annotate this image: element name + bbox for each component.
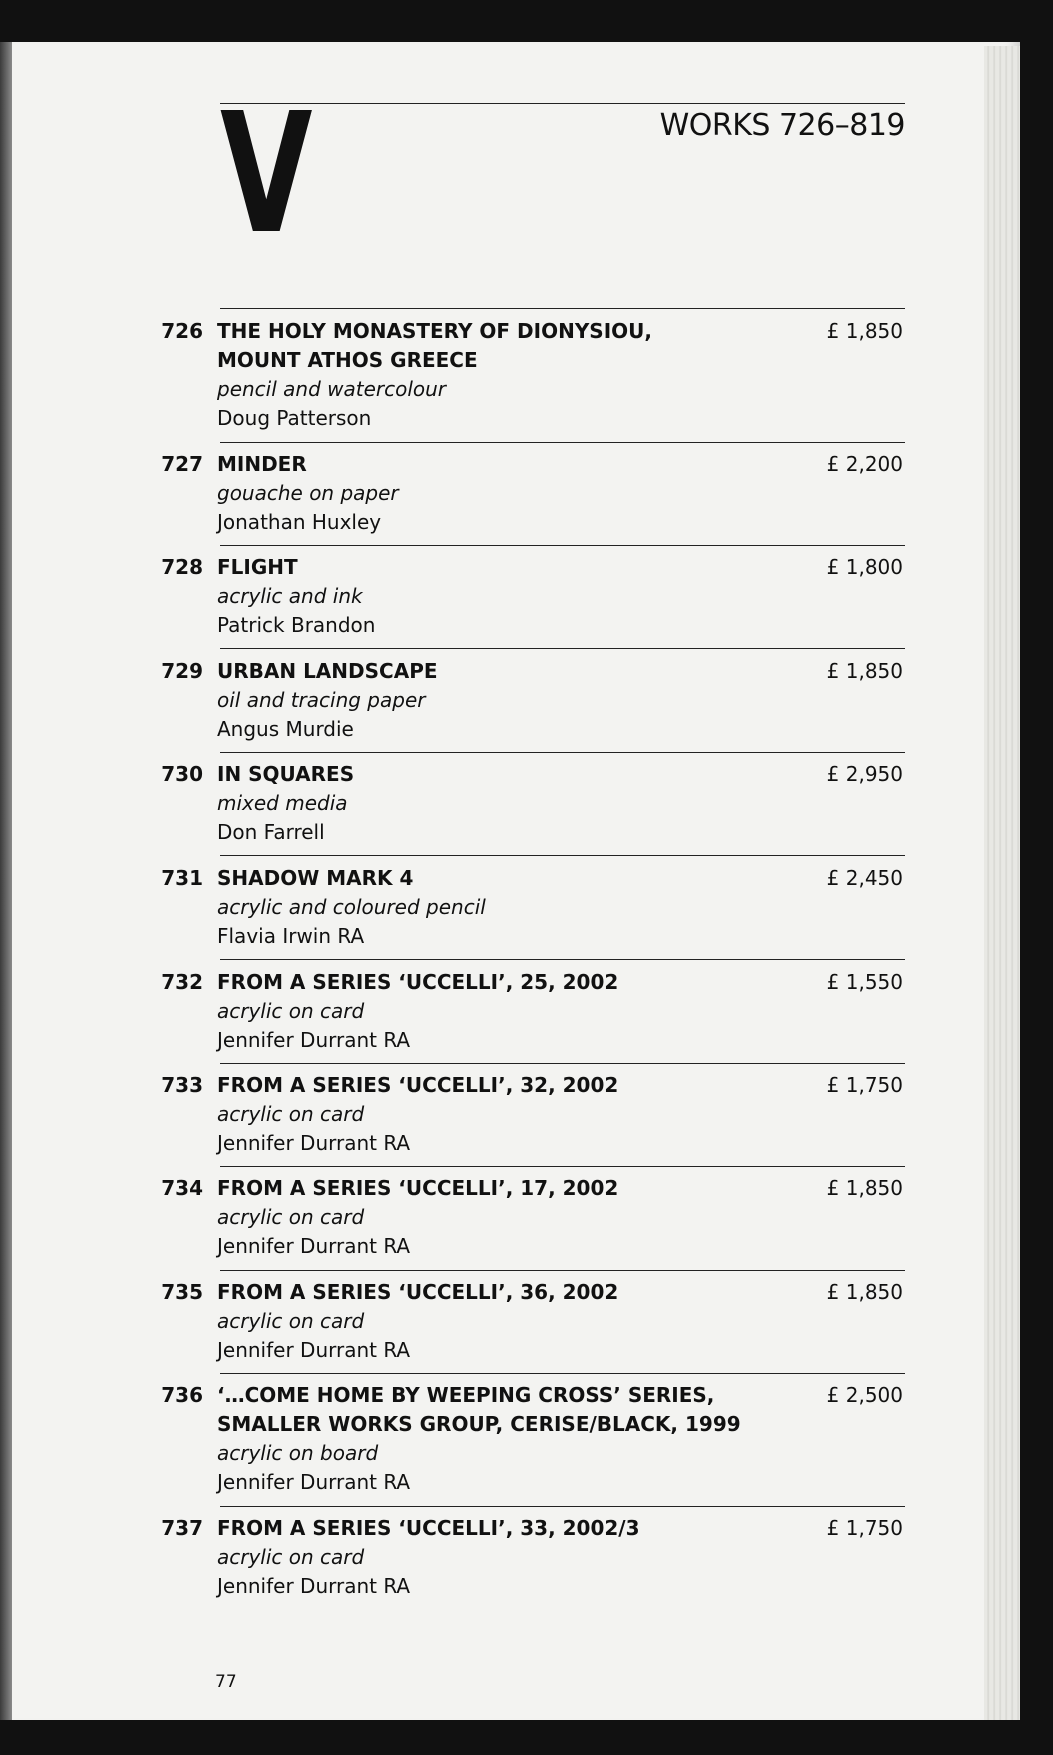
entry-artist: Don Farrell — [217, 820, 325, 844]
entry-title: FROM A SERIES ‘UCCELLI’, 33, 2002/3 — [217, 1516, 640, 1540]
entry-number: 729 — [161, 659, 203, 683]
entry-medium: acrylic and ink — [217, 584, 363, 608]
entry-price: £ 1,850 — [826, 319, 903, 343]
entry-body — [217, 760, 797, 847]
entry-medium: acrylic on card — [217, 1102, 365, 1126]
entry-artist: Patrick Brandon — [217, 613, 376, 637]
entry-artist: Jennifer Durrant RA — [217, 1338, 411, 1362]
entry-artist: Doug Patterson — [217, 406, 372, 430]
entry-title: FROM A SERIES ‘UCCELLI’, 32, 2002 — [217, 1073, 619, 1097]
entry-number: 730 — [161, 762, 203, 786]
entry-price: £ 2,950 — [826, 762, 903, 786]
entry-price: £ 1,850 — [826, 659, 903, 683]
entry-divider — [220, 1506, 905, 1507]
entries-top-rule — [220, 308, 905, 309]
entry-title: FROM A SERIES ‘UCCELLI’, 36, 2002 — [217, 1280, 619, 1304]
entry-artist: Jennifer Durrant RA — [217, 1574, 411, 1598]
entry-number: 736 — [161, 1383, 203, 1407]
entry-number: 728 — [161, 555, 203, 579]
entry-artist: Jennifer Durrant RA — [217, 1234, 411, 1258]
entry-title: THE HOLY MONASTERY OF DIONYSIOU, MOUNT ATHOS GREECE — [217, 319, 652, 372]
entry-divider — [220, 1270, 905, 1271]
entry-title: FLIGHT — [217, 555, 298, 579]
entry-number: 726 — [161, 319, 203, 343]
entry-divider — [220, 1166, 905, 1167]
entry-artist: Flavia Irwin RA — [217, 924, 365, 948]
entry-body — [217, 864, 797, 951]
entry-divider — [220, 442, 905, 443]
entry-divider — [220, 959, 905, 960]
entry-divider — [220, 545, 905, 546]
entry-body — [217, 968, 797, 1055]
entry-title: ‘…COME HOME BY WEEPING CROSS’ SERIES, SMALLER WORKS GROUP, CERISE/BLACK, 1999 — [217, 1383, 741, 1436]
entry-price: £ 2,500 — [826, 1383, 903, 1407]
entry-medium: acrylic and coloured pencil — [217, 895, 486, 919]
entry-title: URBAN LANDSCAPE — [217, 659, 438, 683]
entry-medium: mixed media — [217, 791, 348, 815]
entry-number: 737 — [161, 1516, 203, 1540]
entry-body — [217, 1278, 797, 1365]
section-letter: V — [220, 78, 313, 271]
entry-medium: pencil and watercolour — [217, 377, 447, 401]
entry-medium: acrylic on board — [217, 1441, 379, 1465]
entry-artist: Jennifer Durrant RA — [217, 1028, 411, 1052]
entry-price: £ 2,200 — [826, 452, 903, 476]
entry-price: £ 1,550 — [826, 970, 903, 994]
entry-body — [217, 1381, 797, 1497]
entry-number: 732 — [161, 970, 203, 994]
entry-title: SHADOW MARK 4 — [217, 866, 414, 890]
header-rule — [220, 103, 905, 104]
entry-divider — [220, 1373, 905, 1374]
entry-medium: acrylic on card — [217, 999, 365, 1023]
entry-artist: Angus Murdie — [217, 717, 354, 741]
entry-body — [217, 317, 797, 433]
entry-title: MINDER — [217, 452, 307, 476]
entry-body — [217, 657, 797, 744]
entry-medium: gouache on paper — [217, 481, 399, 505]
entry-body — [217, 553, 797, 640]
entry-body — [217, 450, 797, 537]
entry-artist: Jonathan Huxley — [217, 510, 382, 534]
entry-medium: acrylic on card — [217, 1309, 365, 1333]
entry-price: £ 2,450 — [826, 866, 903, 890]
entry-number: 731 — [161, 866, 203, 890]
page-number: 77 — [215, 1672, 237, 1692]
page-edges — [984, 46, 1020, 1720]
entry-price: £ 1,750 — [826, 1516, 903, 1540]
entry-body — [217, 1071, 797, 1158]
entry-number: 727 — [161, 452, 203, 476]
entry-divider — [220, 648, 905, 649]
entry-artist: Jennifer Durrant RA — [217, 1131, 411, 1155]
entry-medium: acrylic on card — [217, 1545, 365, 1569]
entry-price: £ 1,750 — [826, 1073, 903, 1097]
entry-number: 733 — [161, 1073, 203, 1097]
entry-title: FROM A SERIES ‘UCCELLI’, 17, 2002 — [217, 1176, 619, 1200]
entry-medium: oil and tracing paper — [217, 688, 426, 712]
entry-number: 734 — [161, 1176, 203, 1200]
entry-body — [217, 1174, 797, 1261]
entry-divider — [220, 1063, 905, 1064]
entry-title: IN SQUARES — [217, 762, 355, 786]
book-spine-shadow — [0, 42, 12, 1720]
entry-price: £ 1,800 — [826, 555, 903, 579]
entry-price: £ 1,850 — [826, 1280, 903, 1304]
entry-title: FROM A SERIES ‘UCCELLI’, 25, 2002 — [217, 970, 619, 994]
entry-price: £ 1,850 — [826, 1176, 903, 1200]
entry-number: 735 — [161, 1280, 203, 1304]
entry-divider — [220, 855, 905, 856]
section-title: WORKS 726–819 — [659, 108, 905, 143]
entry-body — [217, 1514, 797, 1601]
entry-medium: acrylic on card — [217, 1205, 365, 1229]
entry-divider — [220, 752, 905, 753]
entry-artist: Jennifer Durrant RA — [217, 1470, 411, 1494]
